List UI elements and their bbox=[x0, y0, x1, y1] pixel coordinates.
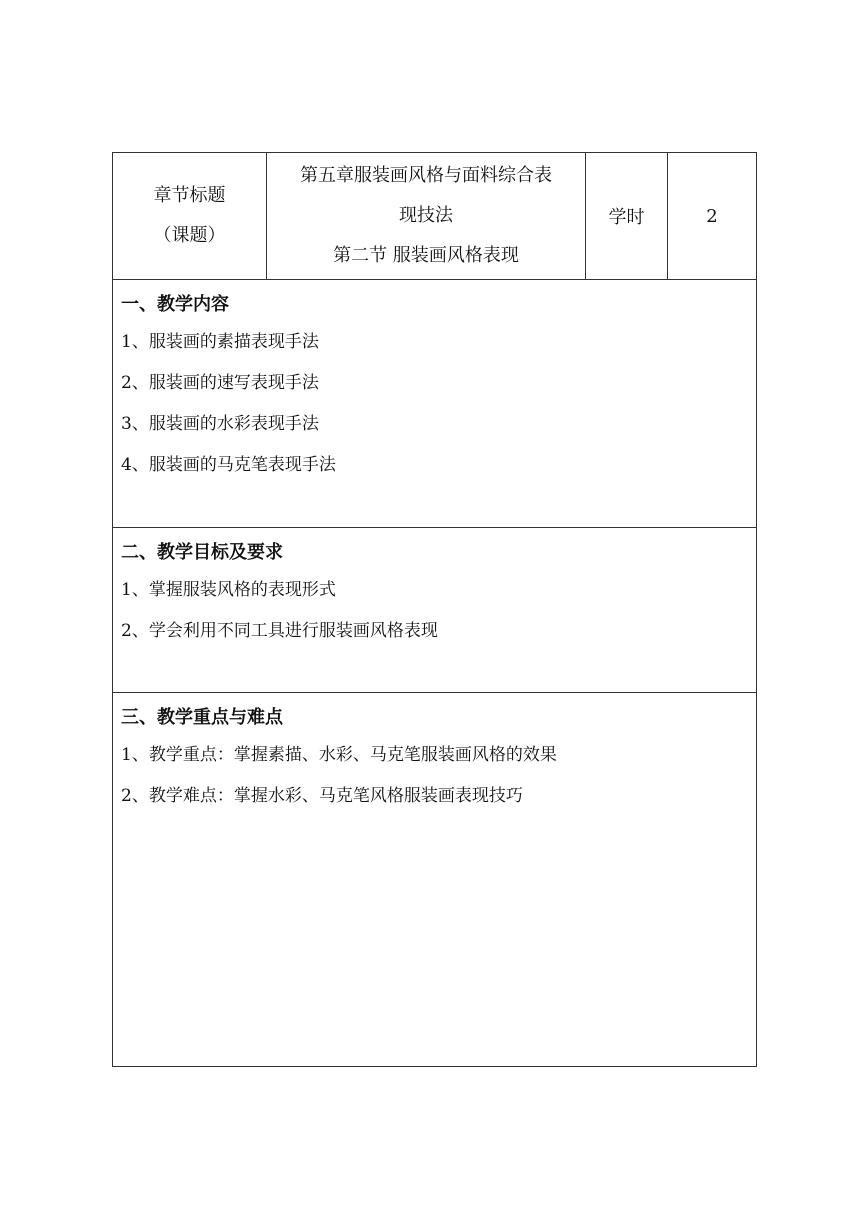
list-item: 1、服装画的素描表现手法 bbox=[121, 332, 319, 352]
section-row-objectives bbox=[113, 528, 757, 693]
section-title-line: 第二节 服装画风格表现 bbox=[333, 245, 519, 266]
section-row-key-points bbox=[113, 693, 757, 1067]
chapter-title-label: 章节标题 bbox=[153, 185, 226, 206]
list-item: 1、教学重点：掌握素描、水彩、马克笔服装画风格的效果 bbox=[121, 745, 557, 765]
section-heading: 二、教学目标及要求 bbox=[121, 542, 283, 563]
list-item: 2、学会利用不同工具进行服装画风格表现 bbox=[121, 621, 438, 641]
list-item: 4、服装画的马克笔表现手法 bbox=[121, 455, 336, 475]
list-item: 2、教学难点：掌握水彩、马克笔风格服装画表现技巧 bbox=[121, 786, 523, 806]
lesson-topic-label: （课题） bbox=[153, 225, 226, 246]
lesson-plan-table bbox=[112, 152, 757, 1067]
hours-value: 2 bbox=[706, 205, 718, 227]
list-item: 2、服装画的速写表现手法 bbox=[121, 373, 319, 393]
section-row-content bbox=[113, 280, 757, 528]
hours-label: 学时 bbox=[608, 207, 645, 228]
section-heading: 三、教学重点与难点 bbox=[121, 707, 283, 728]
section-teaching-objectives bbox=[113, 528, 757, 693]
chapter-title-line: 第五章服装画风格与面料综合表 bbox=[300, 165, 552, 186]
chapter-title-label-cell bbox=[113, 153, 267, 280]
hours-value-cell bbox=[668, 153, 757, 280]
section-teaching-content bbox=[113, 280, 757, 528]
list-item: 1、掌握服装风格的表现形式 bbox=[121, 580, 336, 600]
header-row bbox=[113, 153, 757, 280]
hours-label-cell bbox=[586, 153, 668, 280]
list-item: 3、服装画的水彩表现手法 bbox=[121, 414, 319, 434]
chapter-title-line: 现技法 bbox=[399, 205, 453, 226]
section-heading: 一、教学内容 bbox=[121, 294, 229, 315]
section-key-points bbox=[113, 693, 757, 1067]
chapter-title-cell bbox=[267, 153, 586, 280]
